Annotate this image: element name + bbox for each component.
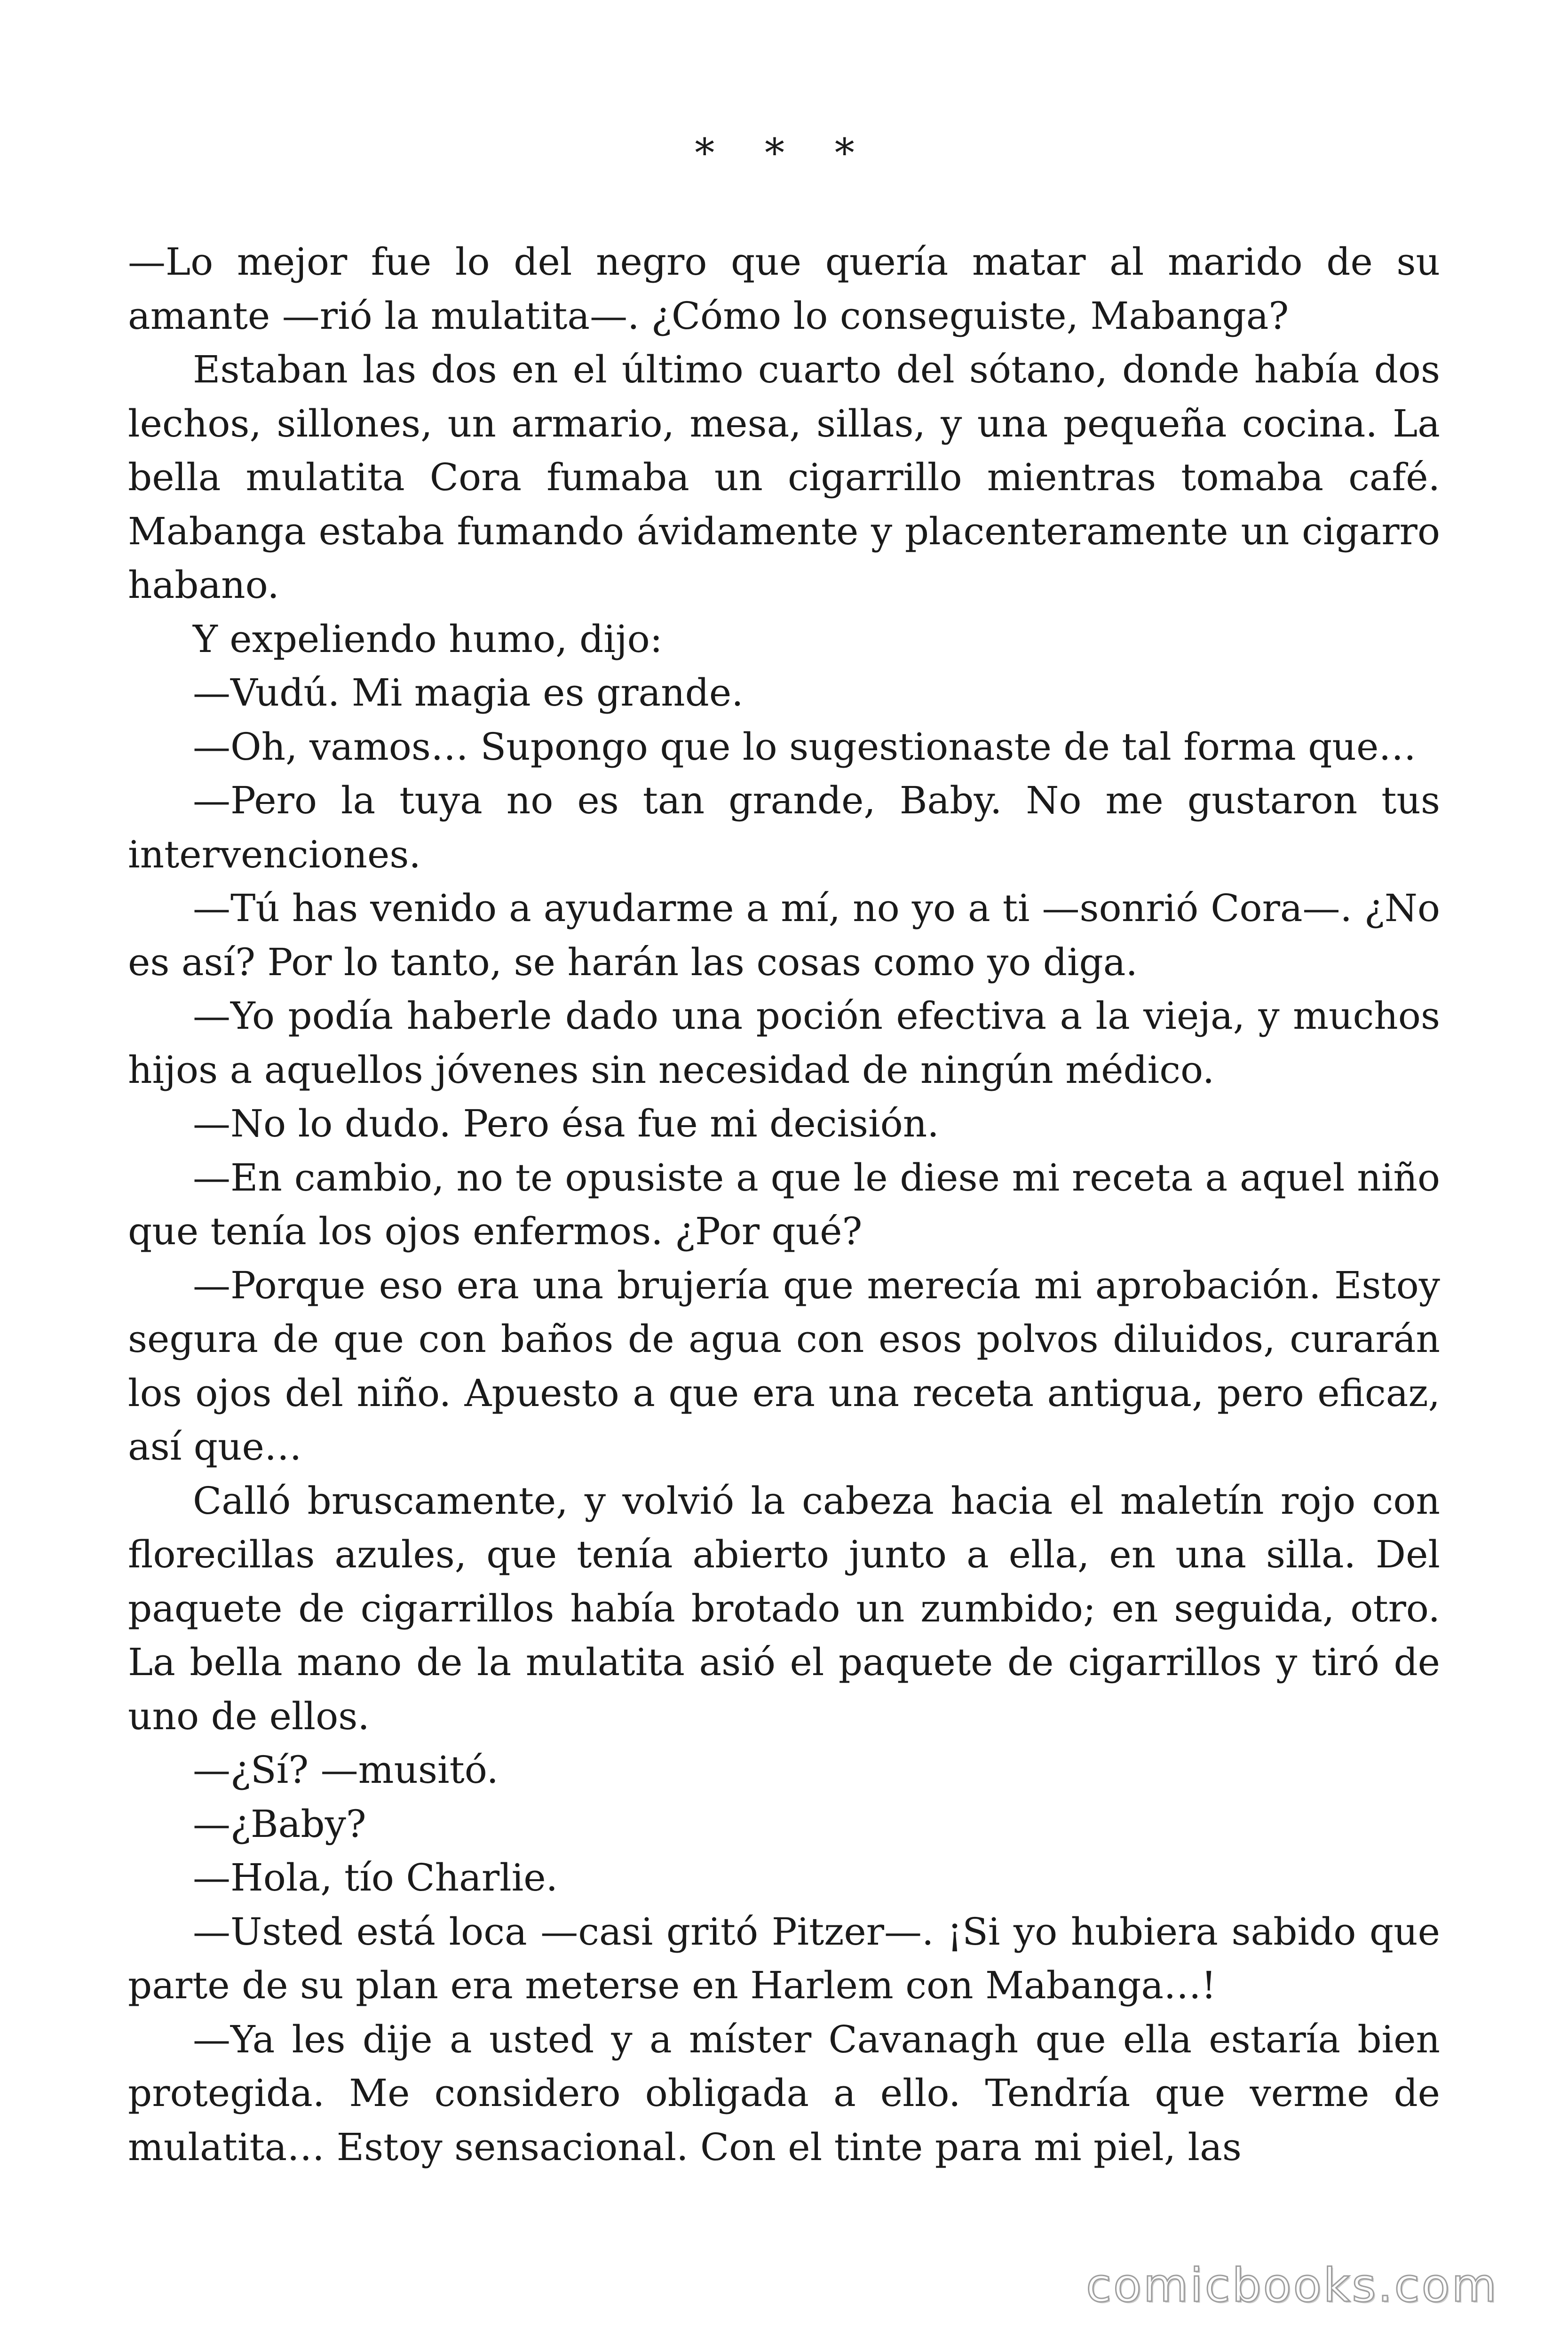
paragraph: —Oh, vamos… Supongo que lo sugestionaste de tal forma que… xyxy=(193,724,1417,769)
paragraph: —En cambio, no te opusiste a que le diese mi receta a aquel niño que tenía los ojos enfermos. ¿Por qué? xyxy=(128,1155,1440,1253)
paragraph: Calló bruscamente, y volvió la cabeza hacia el maletín rojo con florecillas azules, que tenía abierto junto a ella, en una silla. Del paquete de cigarrillos había brotado un zumbido; en seguida, otro. La bella mano de la mulatita asió el paquete de cigarrillos y tiró de uno de ellos. xyxy=(128,1478,1440,1738)
paragraph: —Usted está loca —casi gritó Pitzer—. ¡Si yo hubiera sabido que parte de su plan era meterse en Harlem con Mabanga…! xyxy=(128,1909,1440,2007)
paragraph: —Hola, tío Charlie. xyxy=(193,1856,558,1899)
paragraph: —Vudú. Mi magia es grande. xyxy=(193,671,744,715)
paragraph: —No lo dudo. Pero ésa fue mi decisión. xyxy=(193,1102,939,1145)
paragraph: —Pero la tuya no es tan grande, Baby. No me gustaron tus intervenciones. xyxy=(128,779,1440,876)
paragraph: Y expeliendo humo, dijo: xyxy=(193,617,663,661)
section-separator: * * * xyxy=(695,130,873,176)
book-page xyxy=(128,127,1440,2244)
body-text xyxy=(128,235,1440,2174)
paragraph: —Yo podía haberle dado una poción efectiva a la vieja, y muchos hijos a aquellos jóvenes sin necesidad de ningún médico. xyxy=(128,994,1440,1092)
paragraph: —Porque eso era una brujería que merecía mi aprobación. Estoy segura de que con baños de agua con esos polvos diluidos, curarán los ojos del niño. Apuesto a que era una receta antigua, pero eficaz, así que… xyxy=(128,1263,1440,1469)
watermark: comicbooks.com xyxy=(1086,2259,1498,2312)
paragraph: —Lo mejor fue lo del negro que quería matar al marido de su amante —rió la mulatita—. ¿Cómo lo conseguiste, Mabanga? xyxy=(128,240,1440,338)
paragraph: —Tú has venido a ayudarme a mí, no yo a ti —sonrió Cora—. ¿No es así? Por lo tanto, se harán las cosas como yo diga. xyxy=(128,886,1440,984)
paragraph: —Ya les dije a usted y a míster Cavanagh que ella estaría bien protegida. Me considero obligada a ello. Tendría que verme de mulatita… Estoy sensacional. Con el tinte para mi piel, las xyxy=(128,2017,1440,2169)
paragraph: —¿Sí? —musitó. xyxy=(193,1748,499,1792)
paragraph: —¿Baby? xyxy=(193,1802,366,1846)
paragraph: Estaban las dos en el último cuarto del sótano, donde había dos lechos, sillones, un armario, mesa, sillas, y una pequeña cocina. La bella mulatita Cora fumaba un cigarrillo mientras tomaba café. Mabanga estaba fumando ávidamente y placenteramente un cigarro habano. xyxy=(128,348,1440,607)
